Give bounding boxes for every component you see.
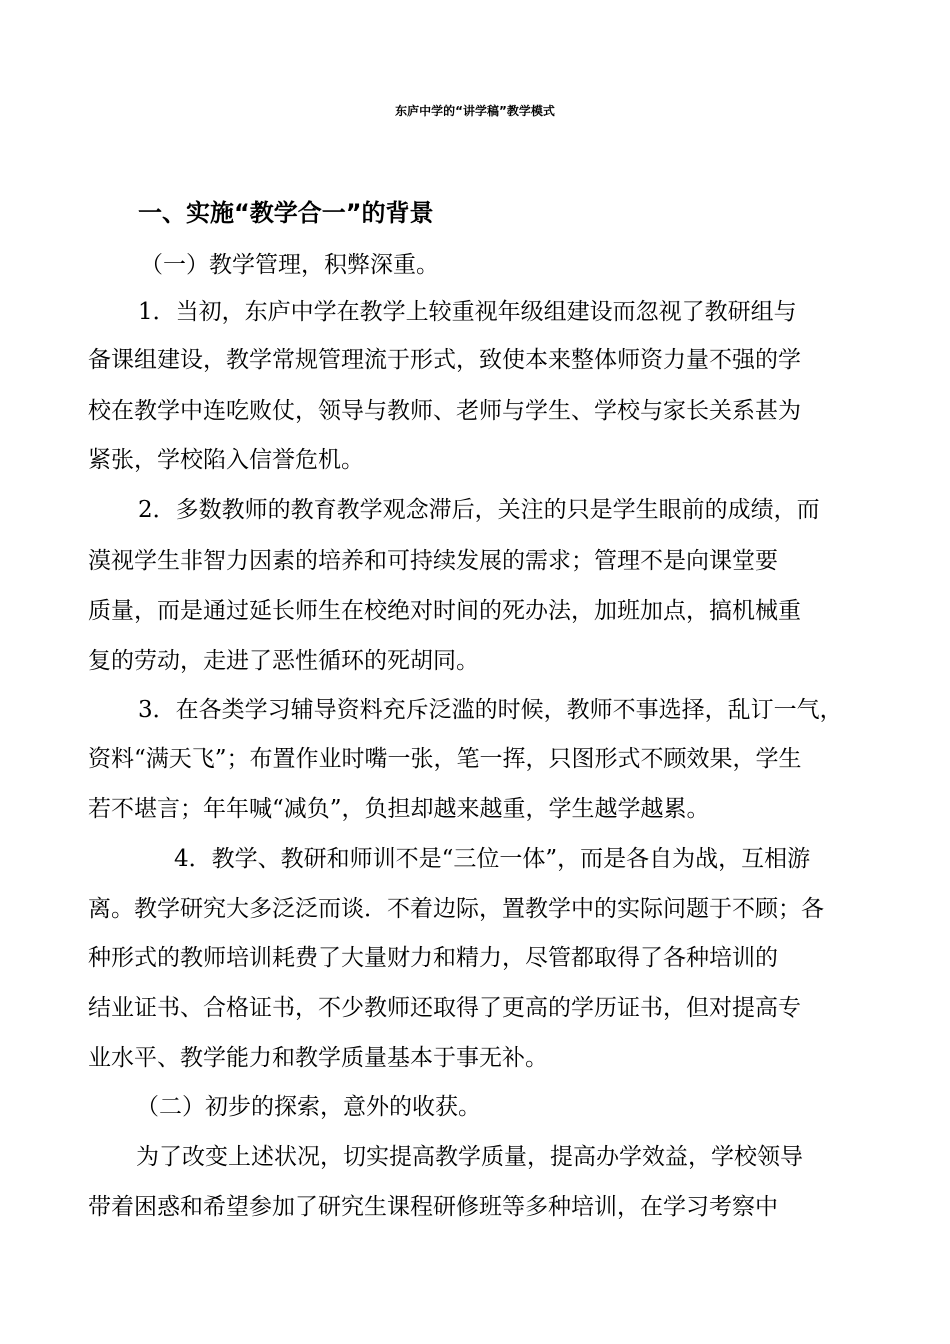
section-heading: 一、实施“教学合一”的背景: [138, 199, 434, 227]
paragraph-line: 质量，而是通过延长师生在校绝对时间的死办法，加班加点，搞机械重: [88, 598, 801, 624]
paragraph-line: 备课组建设，教学常规管理流于形式，致使本来整体师资力量不强的学: [88, 347, 801, 373]
paragraph-line: 结业证书、合格证书，不少教师还取得了更高的学历证书，但对提高专: [88, 995, 801, 1021]
paragraph-line: 1．当初，东庐中学在教学上较重视年级组建设而忽视了教研组与: [138, 299, 797, 325]
paragraph-line: 资料“满天飞”；布置作业时嘴一张，笔一挥，只图形式不顾效果，学生: [88, 746, 802, 772]
paragraph-line: 复的劳动，走进了恶性循环的死胡同。: [88, 648, 479, 674]
document-title: 东庐中学的“讲学稿”教学模式: [395, 104, 555, 118]
paragraph-line: 紧张，学校陷入信誉危机。: [88, 447, 364, 473]
paragraph-line: 漠视学生非智力因素的培养和可持续发展的需求；管理不是向课堂要: [88, 548, 778, 574]
paragraph-line: 4．教学、教研和师训不是“三位一体”，而是各自为战，互相游: [174, 846, 811, 872]
paragraph-line: 业水平、教学能力和教学质量基本于事无补。: [88, 1045, 548, 1071]
paragraph-line: 2．多数教师的教育教学观念滞后，关注的只是学生眼前的成绩，而: [138, 497, 820, 523]
paragraph-line: 校在教学中连吃败仗，领导与教师、老师与学生、学校与家长关系甚为: [88, 398, 801, 424]
paragraph-line: 离。教学研究大多泛泛而谈．不着边际，置教学中的实际问题于不顾；各: [88, 896, 824, 922]
paragraph-line: 若不堪言；年年喊“减负”，负担却越来越重，学生越学越累。: [88, 796, 710, 822]
subsection-heading-2: （二）初步的探索，意外的收获。: [136, 1094, 481, 1120]
paragraph-line: 带着困惑和希望参加了研究生课程研修班等多种培训，在学习考察中: [88, 1194, 778, 1220]
paragraph-line: 3．在各类学习辅导资料充斥泛滥的时候，教师不事选择，乱订一气，: [138, 697, 843, 723]
paragraph-line: 种形式的教师培训耗费了大量财力和精力，尽管都取得了各种培训的: [88, 945, 778, 971]
subsection-heading-1: （一）教学管理，积弊深重。: [140, 252, 439, 278]
paragraph-line: 为了改变上述状况，切实提高教学质量，提高办学效益，学校领导: [136, 1144, 803, 1170]
